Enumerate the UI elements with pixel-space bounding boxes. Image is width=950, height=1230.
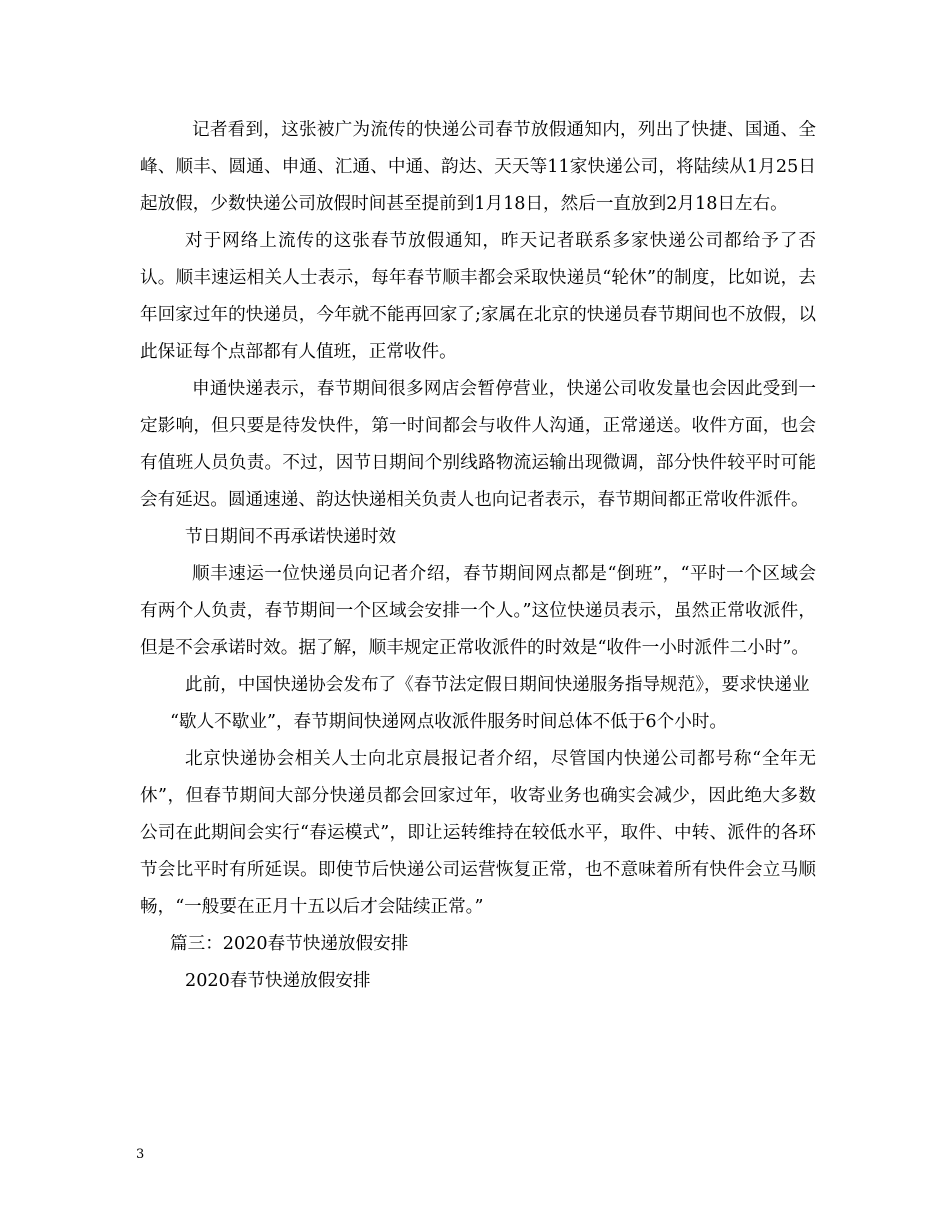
paragraph-sf-courier: 顺丰速运一位快递员向记者介绍，春节期间网点都是“倒班”，“平时一个区域会有两个人负责，春节期间一个区域会安排一个人。”这位快递员表示，虽然正常收派件，但是不会承诺时效。据了解，顺丰规定正常收派件的时效是“收件一小时派件二小时”。 (140, 564, 816, 658)
document-body (140, 112, 816, 1000)
section-heading-no-time-promise: 节日期间不再承诺快递时效 (185, 527, 397, 547)
paragraph-express-association: 此前，中国快递协会发布了《春节法定假日期间快递服务指导规范》，要求快递业 (185, 675, 810, 695)
paragraph-denial: 对于网络上流传的这张春节放假通知，昨天记者联系多家快递公司都给予了否认。顺丰速运相关人士表示，每年春节顺丰都会采取快递员“轮休”的制度，比如说，去年回家过年的快递员，今年就不能再回家了;家属在北京的快递员春节期间也不放假，以此保证每个点部都有人值班，正常收件。 (140, 231, 816, 362)
paragraph-reporter-notice: 记者看到，这张被广为流传的快递公司春节放假通知内，列出了快捷、国通、全峰、顺丰、圆通、申通、汇通、中通、韵达、天天等11家快递公司，将陆续从1月25日起放假，少数快递公司放假时间甚至提前到1月18日，然后一直放到2月18日左右。 (140, 120, 816, 214)
paragraph-service-hours: “歇人不歇业”，春节期间快递网点收派件服务时间总体不低于6个小时。 (170, 712, 727, 732)
paragraph-beijing-association: 北京快递协会相关人士向北京晨报记者介绍，尽管国内快递公司都号称“全年无休”，但春节期间大部分快递员都会回家过年，收寄业务也确实会减少，因此绝大多数公司在此期间会实行“春运模式”，即让运转维持在较低水平，取件、中转、派件的各环节会比平时有所延误。即使节后快递公司运营恢复正常，也不意味着所有快件会立马顺畅，“一般要在正月十五以后才会陆续正常。” (140, 749, 816, 917)
paragraph-sto-express: 申通快递表示，春节期间很多网店会暂停营业，快递公司收发量也会因此受到一定影响，但只要是待发快件，第一时间都会与收件人沟通，正常递送。收件方面，也会有值班人员负责。不过，因节日期间个别线路物流运输出现微调，部分快件较平时可能会有延迟。圆通速递、韵达快递相关负责人也向记者表示，春节期间都正常收件派件。 (140, 379, 816, 510)
section-heading-part-three: 篇三：2020春节快递放假安排 (170, 934, 409, 954)
page-number: 3 (136, 1147, 145, 1162)
section-subheading-holiday-schedule: 2020春节快递放假安排 (185, 971, 371, 991)
